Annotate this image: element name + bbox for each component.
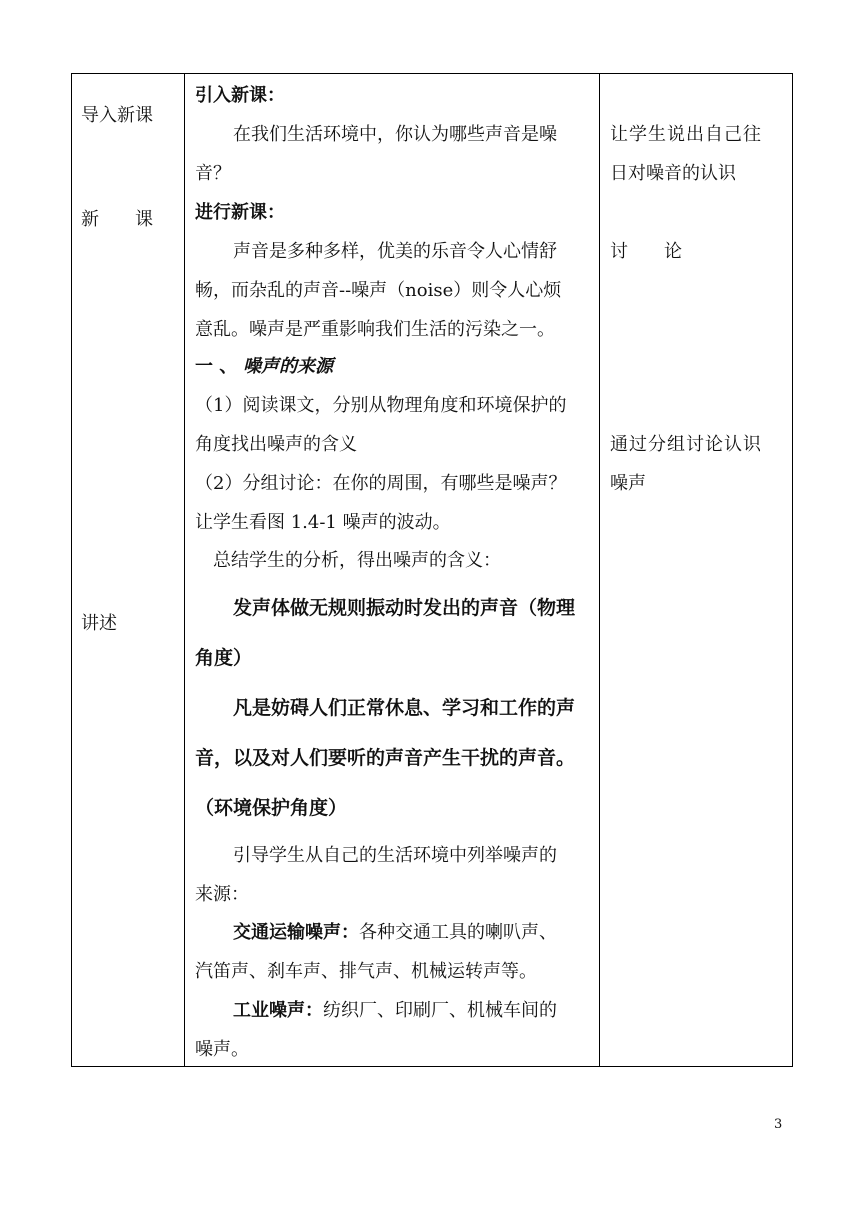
definition1-line-1: 发声体做无规则振动时发出的声音（物理 (233, 597, 576, 619)
guide-line-1: 引导学生从自己的生活环境中列举噪声的 (233, 845, 557, 866)
content-column (185, 74, 600, 1067)
note1-line-2: 日对噪音的认识 (610, 163, 736, 184)
step1-line-1: （1）阅读课文，分别从物理角度和环境保护的 (195, 395, 567, 416)
question-line-1: 在我们生活环境中，你认为哪些声音是噪 (233, 124, 557, 145)
note3-line-1: 通过分组讨论认识 (610, 434, 762, 455)
traffic-noise-line-2: 汽笛声、刹车声、排气声、机械运转声等。 (195, 961, 537, 982)
industry-noise-text: 纺织厂、印刷厂、机械车间的 (323, 1000, 557, 1021)
paragraph-line-2: 畅，而杂乱的声音--噪声（noise）则令人心烦 (195, 280, 562, 301)
definition2-line-1: 凡是妨碍人们正常休息、学习和工作的声 (233, 697, 576, 719)
paragraph-line-1: 声音是多种多样，优美的乐音令人心情舒 (233, 241, 557, 262)
page-number: 3 (774, 1117, 783, 1132)
stage-column (72, 74, 185, 1067)
section-title: 噪声的来源 (243, 356, 334, 377)
section-number: 一 、 (195, 356, 238, 377)
industry-noise-label: 工业噪声： (233, 1000, 323, 1021)
intro-heading: 引入新课： (195, 85, 285, 106)
new-lesson-heading: 进行新课： (195, 202, 285, 223)
stage-new-lesson: 新 课 (81, 209, 153, 230)
table-row (72, 74, 793, 1067)
industry-noise-line-2: 噪声。 (195, 1039, 249, 1060)
definition1-line-2: 角度） (195, 647, 253, 669)
stage-intro: 导入新课 (81, 105, 153, 126)
industry-noise-line (233, 999, 557, 1023)
paragraph-line-3: 意乱。噪声是严重影响我们生活的污染之一。 (195, 319, 555, 340)
definition2-line-2: 音，以及对人们要听的声音产生干扰的声音。 (195, 747, 576, 769)
summary-line: 总结学生的分析，得出噪声的含义： (213, 550, 501, 571)
traffic-noise-text: 各种交通工具的喇叭声、 (359, 922, 557, 943)
step1-line-2: 角度找出噪声的含义 (195, 434, 357, 455)
stage-lecture: 讲述 (81, 613, 117, 634)
note-discussion: 讨 论 (610, 241, 682, 262)
section-heading (195, 355, 333, 379)
step2-line-1: （2）分组讨论：在你的周围，有哪些是噪声？ (195, 473, 567, 494)
definition2-line-3: （环境保护角度） (195, 797, 348, 819)
question-line-2: 音？ (195, 163, 231, 184)
lesson-plan-table (71, 73, 793, 1067)
traffic-noise-label: 交通运输噪声： (233, 922, 359, 943)
traffic-noise-line (233, 921, 557, 945)
notes-column (600, 74, 793, 1067)
step2-line-2: 让学生看图 1.4-1 噪声的波动。 (195, 512, 451, 533)
guide-line-2: 来源： (195, 884, 249, 905)
note3-line-2: 噪声 (610, 473, 646, 494)
note1-line-1: 让学生说出自己往 (610, 124, 762, 145)
